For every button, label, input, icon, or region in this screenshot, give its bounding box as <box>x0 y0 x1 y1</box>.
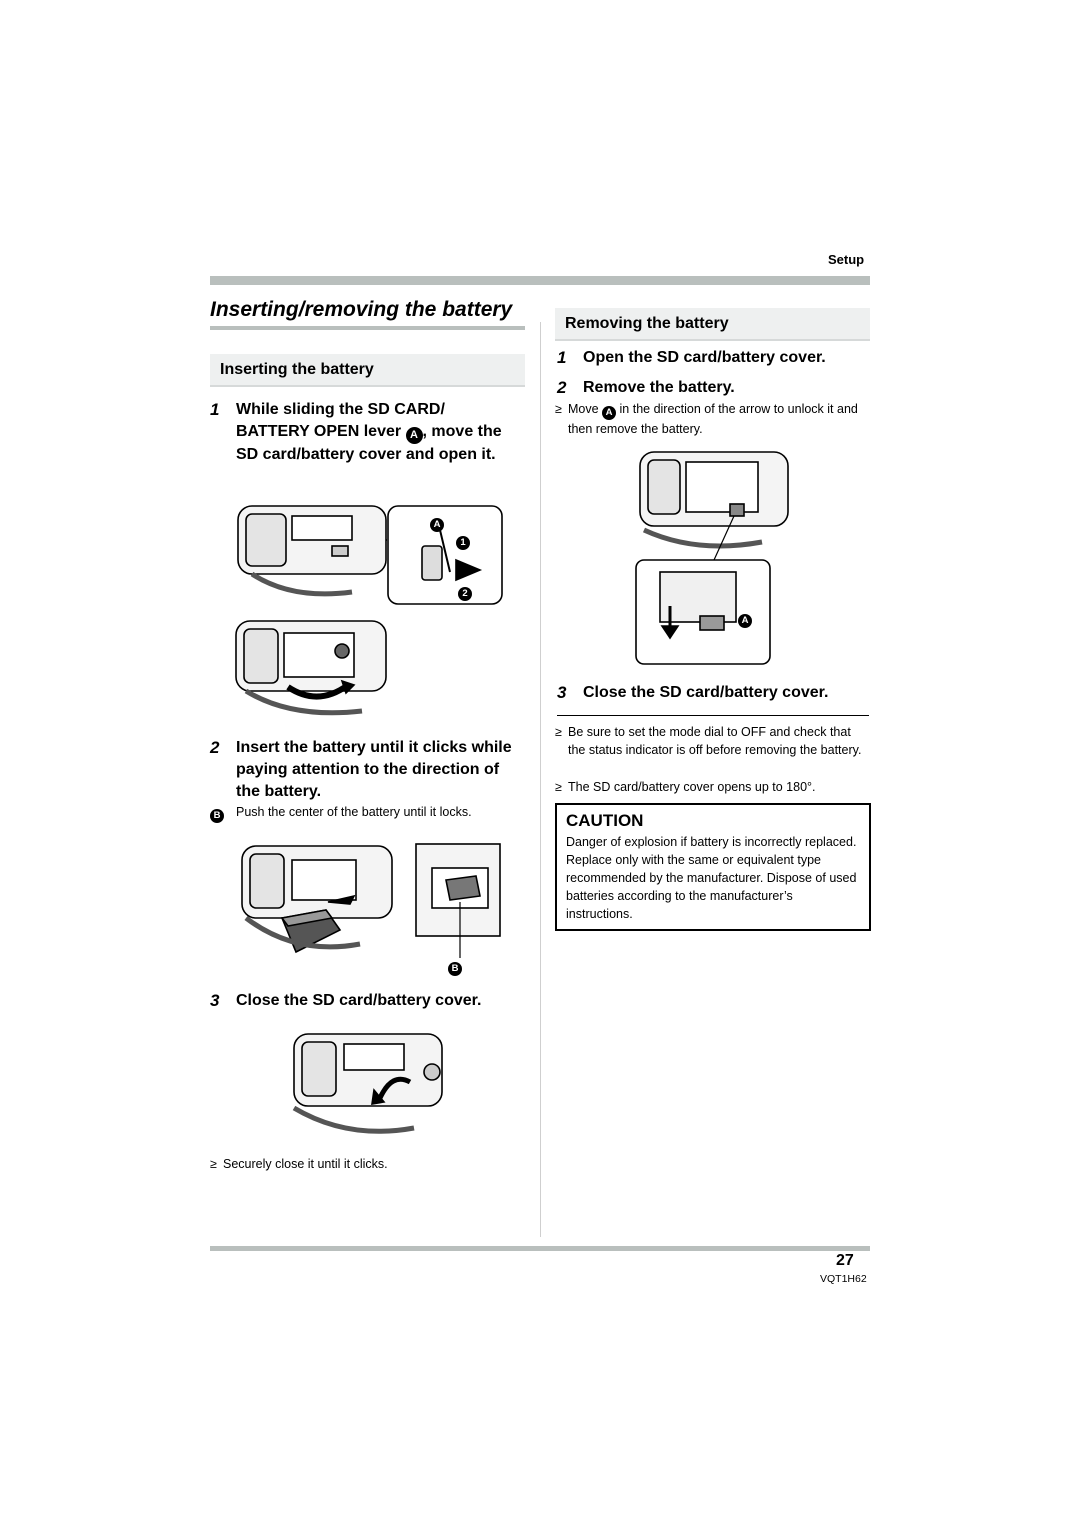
figure3-callout-b: B <box>448 962 462 976</box>
step-text: Insert the battery until it clicks while paying attention to the direction of the battery. <box>236 739 512 800</box>
insert-step-1 <box>210 399 515 466</box>
bullet-glyph: ≥ <box>555 780 562 794</box>
battery-insert-illustration <box>236 840 504 972</box>
section-label: Setup <box>828 252 865 267</box>
figure1-mark-2: 2 <box>458 587 472 601</box>
step-text: Close the SD card/battery cover. <box>583 684 829 701</box>
insert-note-b <box>210 803 520 823</box>
insert-step-3 <box>210 990 525 1012</box>
caution-box <box>555 803 871 931</box>
bullet-glyph: ≥ <box>555 725 562 739</box>
remove-note-move <box>555 400 869 438</box>
page-number: 27 <box>836 1252 854 1269</box>
figure1-callout-a: A <box>430 518 444 532</box>
step-text <box>236 399 515 466</box>
page-title: Inserting/removing the battery <box>210 298 513 321</box>
callout-letter-a: A <box>602 406 616 420</box>
camcorder-open-cover-illustration <box>232 615 392 723</box>
step-number: 2 <box>210 738 220 757</box>
remove-note-1 <box>555 723 869 759</box>
figure1-mark-1: 1 <box>456 536 470 550</box>
callout-letter-a: A <box>406 427 423 444</box>
note-text: Push the center of the battery until it locks. <box>236 805 472 819</box>
step-number: 1 <box>210 400 220 419</box>
title-rule <box>210 326 525 330</box>
step-text-pre: While sliding the SD CARD/ BATTERY OPEN lever <box>236 401 445 440</box>
step-number: 3 <box>210 991 220 1010</box>
bullet-glyph: ≥ <box>555 402 562 416</box>
step-number: 2 <box>557 378 567 397</box>
section-rule <box>557 715 869 716</box>
note-text <box>568 400 869 438</box>
document-code: VQT1H62 <box>820 1273 867 1285</box>
remove-step-3 <box>557 682 870 704</box>
step-number: 1 <box>557 348 567 367</box>
insert-close-note <box>210 1155 520 1173</box>
battery-remove-illustration <box>626 446 802 668</box>
callout-letter-b: B <box>210 809 224 823</box>
caution-text: Danger of explosion if battery is incorrectly replaced. Replace only with the same or equivalent type recommended by the manufacturer. Dispose of used batteries according to the manufacturer’s instructions. <box>566 835 857 921</box>
header-bar <box>210 276 870 285</box>
caution-heading: CAUTION <box>566 811 644 830</box>
note-text-pre: Move <box>568 402 603 416</box>
step-number: 3 <box>557 683 567 702</box>
camcorder-close-cover-illustration <box>288 1028 448 1140</box>
insert-step-2 <box>210 737 515 803</box>
remove-note-2 <box>555 778 869 796</box>
footer-bar <box>210 1246 870 1251</box>
inserting-heading-text: Inserting the battery <box>220 360 374 378</box>
note-text-post: in the direction of the arrow to unlock it and then remove the battery. <box>568 402 858 436</box>
remove-step-2 <box>557 377 870 399</box>
column-divider <box>540 322 541 1237</box>
step-text: Open the SD card/battery cover. <box>583 349 826 366</box>
remove-step-1 <box>557 347 870 369</box>
remove-figure-callout-a: A <box>738 614 752 628</box>
step-text: Remove the battery. <box>583 379 735 396</box>
note-text: Be sure to set the mode dial to OFF and check that the status indicator is off before removing the battery. <box>568 725 862 757</box>
note-text: Securely close it until it clicks. <box>223 1157 388 1171</box>
removing-heading <box>555 308 870 341</box>
note-text: The SD card/battery cover opens up to 180°. <box>568 780 816 794</box>
step-text-post: , move the SD card/battery cover and open it. <box>236 423 502 463</box>
step-text: Close the SD card/battery cover. <box>236 992 482 1009</box>
bullet-glyph: ≥ <box>210 1157 217 1171</box>
inserting-heading <box>210 354 525 387</box>
removing-heading-text: Removing the battery <box>565 314 729 332</box>
